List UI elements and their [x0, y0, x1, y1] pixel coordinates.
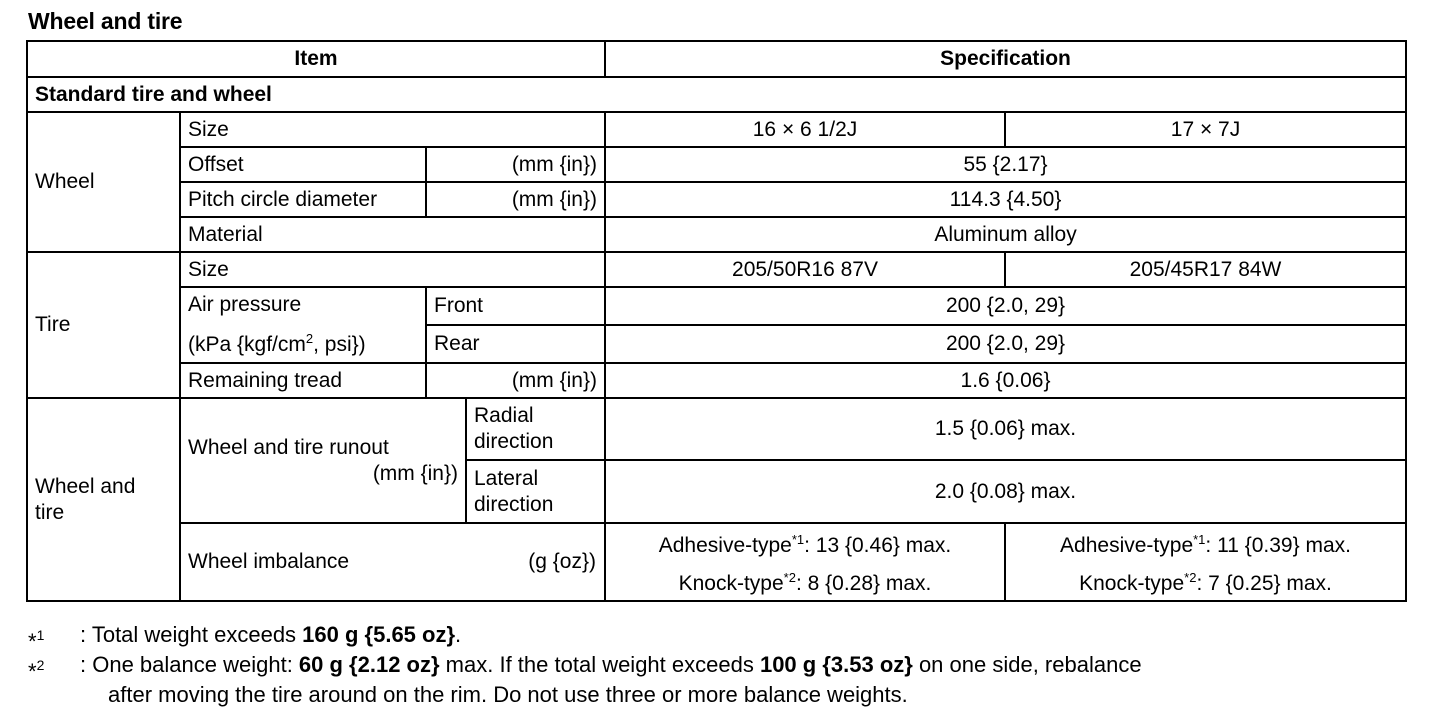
- wheel-size-label: Size: [180, 112, 605, 147]
- air-unit-b: , psi}): [313, 333, 366, 356]
- tire-group-label: Tire: [27, 252, 180, 398]
- footnote-1: [28, 620, 1408, 654]
- fn1-bold: 160 g {5.65 oz}: [302, 622, 456, 647]
- footnote-2: [28, 650, 1408, 710]
- adhesive-17: [1013, 524, 1398, 562]
- fn2-bold1: 60 g {2.12 oz}: [298, 652, 440, 677]
- air-unit-a: (kPa {kgf/cm: [188, 333, 306, 356]
- spec-table: [26, 40, 1407, 602]
- offset-unit: (mm {in}): [426, 147, 605, 182]
- header-row: [27, 41, 1406, 77]
- header-specification: Specification: [605, 41, 1406, 77]
- fn2-num: 2: [36, 657, 45, 673]
- table-row: [27, 523, 1406, 601]
- footnote-2-line1: [80, 650, 1142, 680]
- air-pressure-label: [180, 287, 426, 363]
- header-item: Item: [27, 41, 605, 77]
- group-line1: Wheel and: [35, 474, 136, 498]
- imbalance-label-cell: [180, 523, 605, 601]
- section-row: [27, 77, 1406, 112]
- fn1-star: *: [28, 629, 37, 654]
- knock-17-sup: *2: [1184, 570, 1197, 585]
- knock-17: [1013, 562, 1398, 600]
- material-label: Material: [180, 217, 605, 252]
- offset-label: Offset: [180, 147, 426, 182]
- knock-17-b: : 7 {0.25} max.: [1196, 572, 1332, 595]
- table-row: [27, 398, 1406, 460]
- adhesive-17-b: : 11 {0.39} max.: [1205, 534, 1351, 557]
- air-unit-sup: 2: [305, 331, 314, 346]
- footnote-1-text: [80, 620, 461, 650]
- table-row: [27, 112, 1406, 147]
- knock-17-a: Knock-type: [1079, 572, 1185, 595]
- fn1-b: .: [455, 622, 462, 647]
- pcd-value: 114.3 {4.50}: [605, 182, 1406, 217]
- tread-label: Remaining tread: [180, 363, 426, 398]
- pcd-label: Pitch circle diameter: [180, 182, 426, 217]
- footnote-2-mark: [28, 650, 76, 687]
- tire-size-17: 205/45R17 84W: [1005, 252, 1406, 287]
- tire-size-16: 205/50R16 87V: [605, 252, 1005, 287]
- radial-line1: Radial: [474, 404, 534, 427]
- tire-size-label: Size: [180, 252, 605, 287]
- offset-value: 55 {2.17}: [605, 147, 1406, 182]
- pcd-unit: (mm {in}): [426, 182, 605, 217]
- fn2-star: *: [28, 659, 37, 684]
- adhesive-16-b: : 13 {0.46} max.: [804, 534, 952, 557]
- lateral-line2: direction: [474, 492, 554, 516]
- knock-16-sup: *2: [783, 570, 796, 585]
- fn1-a: : Total weight exceeds: [80, 622, 303, 647]
- fn2-b: max. If the total weight exceeds: [439, 652, 760, 677]
- lateral-line1: Lateral: [474, 466, 539, 490]
- table-row: [27, 363, 1406, 398]
- rear-label: Rear: [426, 325, 605, 363]
- air-pressure-unit: [188, 333, 366, 356]
- footnote-2-line2: after moving the tire around on the rim. Do not use three or more balance weights.: [108, 682, 908, 707]
- section-title: Standard tire and wheel: [27, 77, 1406, 112]
- rear-value: 200 {2.0, 29}: [605, 325, 1406, 363]
- knock-16-a: Knock-type: [678, 572, 784, 595]
- adhesive-16-a: Adhesive-type: [658, 534, 792, 557]
- front-label: Front: [426, 287, 605, 325]
- group-line2: tire: [35, 500, 65, 524]
- lateral-value: 2.0 {0.08} max.: [605, 460, 1406, 523]
- runout-unit: (mm {in}): [372, 461, 458, 485]
- imbalance-17: [1005, 523, 1406, 601]
- adhesive-17-a: Adhesive-type: [1060, 534, 1194, 557]
- imbalance-16: [605, 523, 1005, 601]
- table-row: [27, 287, 1406, 325]
- radial-value: 1.5 {0.06} max.: [605, 398, 1406, 460]
- page-title: Wheel and tire: [28, 8, 183, 34]
- knock-16: [613, 562, 997, 600]
- fn2-a: : One balance weight:: [80, 652, 299, 677]
- table-row: [27, 147, 1406, 182]
- fn2-c: on one side, rebalance: [912, 652, 1142, 677]
- wheel-size-16: 16 × 6 1/2J: [605, 112, 1005, 147]
- table-row: [27, 182, 1406, 217]
- imbalance-label: Wheel imbalance: [188, 550, 350, 573]
- table-row: [27, 252, 1406, 287]
- runout-label: [180, 398, 466, 523]
- wheel-group-label: Wheel: [27, 112, 180, 252]
- fn2-bold2: 100 g {3.53 oz}: [759, 652, 913, 677]
- wheel-and-tire-group-label: [27, 398, 180, 601]
- runout-title: Wheel and tire runout: [188, 435, 389, 459]
- lateral-label: [466, 460, 605, 523]
- air-pressure-title: Air pressure: [188, 293, 302, 316]
- wheel-size-17: 17 × 7J: [1005, 112, 1406, 147]
- material-value: Aluminum alloy: [605, 217, 1406, 252]
- tread-unit: (mm {in}): [426, 363, 605, 398]
- knock-16-b: : 8 {0.28} max.: [795, 572, 932, 595]
- table-row: [27, 217, 1406, 252]
- radial-label: [466, 398, 605, 460]
- front-value: 200 {2.0, 29}: [605, 287, 1406, 325]
- radial-line2: direction: [474, 430, 554, 453]
- tread-value: 1.6 {0.06}: [605, 363, 1406, 398]
- adhesive-16-sup: *1: [791, 532, 805, 547]
- fn1-num: 1: [36, 627, 45, 643]
- adhesive-16: [613, 524, 997, 562]
- adhesive-17-sup: *1: [1193, 532, 1206, 547]
- imbalance-unit: (g {oz}): [528, 550, 596, 573]
